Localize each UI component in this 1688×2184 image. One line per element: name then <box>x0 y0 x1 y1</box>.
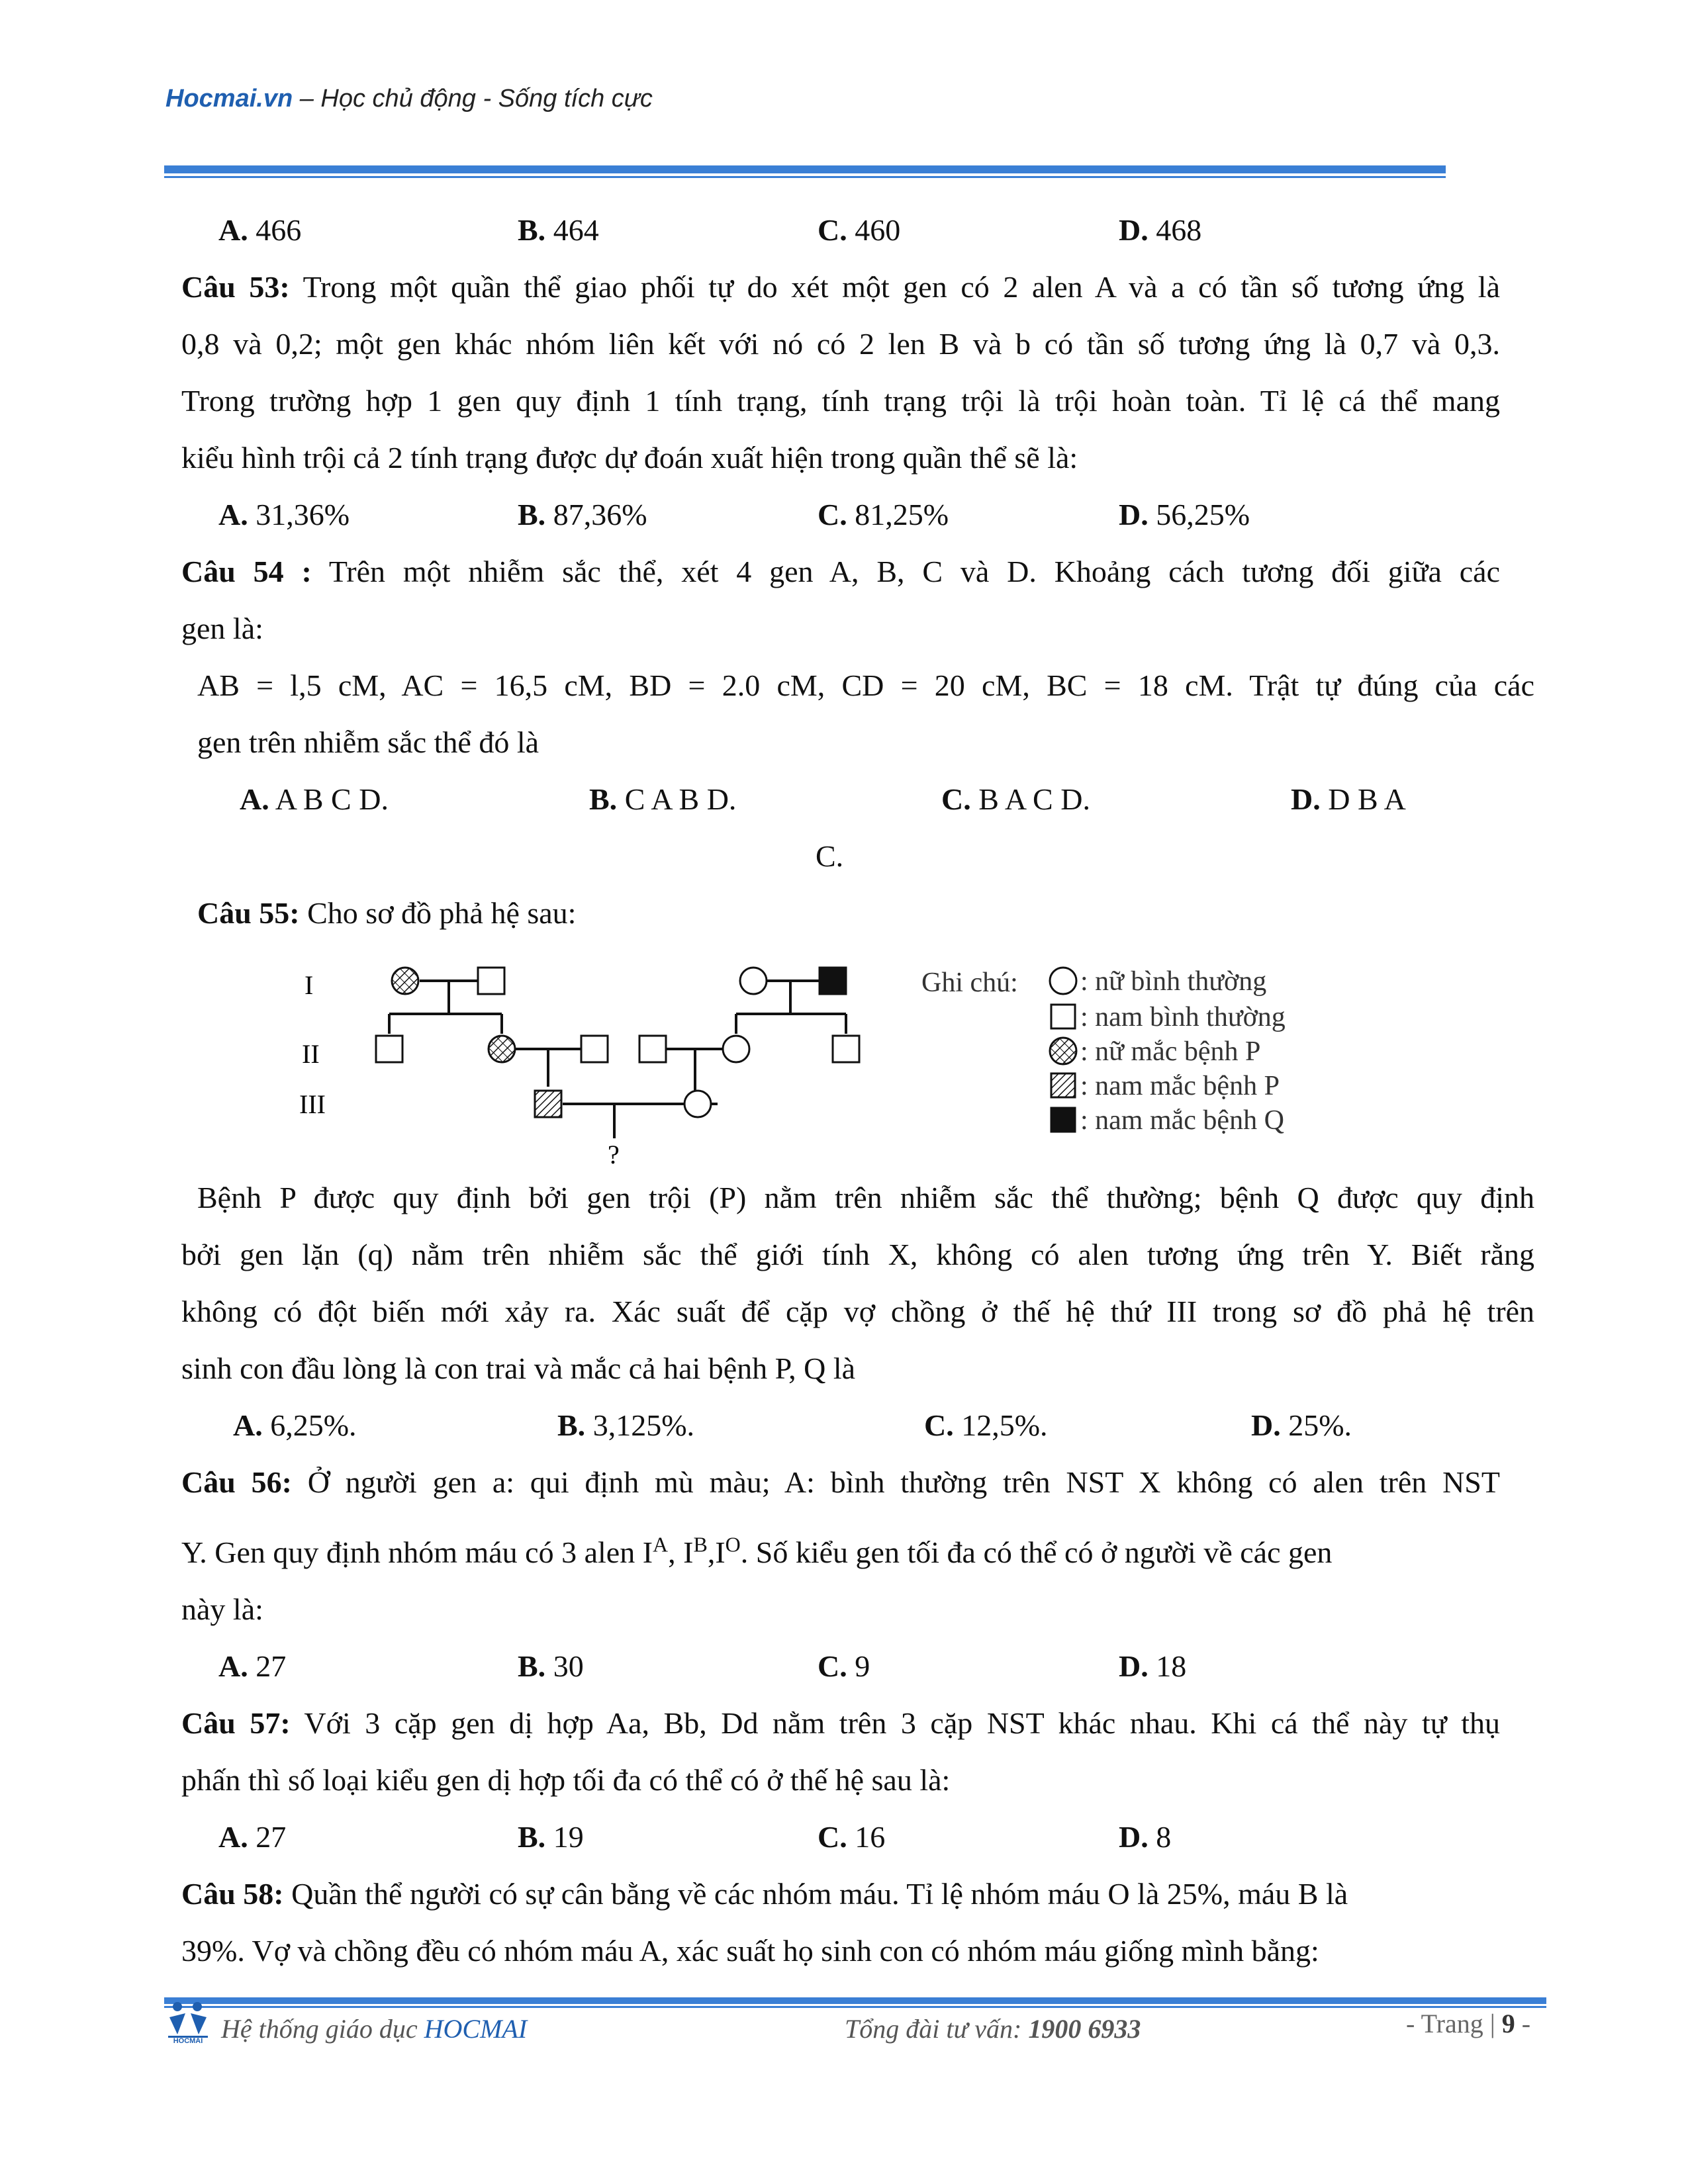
gen-label-i: I <box>305 970 314 1000</box>
q56-option-d: D. 18 <box>1119 1649 1187 1683</box>
q53-option-c: C. 81,25% <box>818 498 949 531</box>
gen-label-iii: III <box>299 1089 326 1119</box>
gen-label-ii: II <box>302 1039 320 1069</box>
header-site[interactable]: Hocmai.vn <box>165 85 293 113</box>
q57-option-c: C. 16 <box>818 1820 886 1854</box>
header-slogan: – Học chủ động - Sống tích cực <box>293 85 653 113</box>
q56-option-a: A. 27 <box>218 1649 287 1683</box>
q54-option-a: A. A B C D. <box>240 782 389 816</box>
q54-option-d: D. D B A <box>1291 782 1406 816</box>
q53-option-b: B. 87,36% <box>518 498 647 531</box>
q53-line-4: kiểu hình trội cả 2 tính trạng được dự đoán xuất hiện trong quần thể sẽ là: <box>181 441 1078 475</box>
q52-option-a: A. 466 <box>218 213 302 247</box>
q56-line-1: Câu 56: Ở người gen a: qui định mù màu; A: bình thường trên NST X không có alen trên NST <box>181 1465 1500 1499</box>
ii1-normal-male <box>376 1036 402 1062</box>
q55-option-a: A. 6,25%. <box>233 1408 357 1442</box>
i3-normal-female <box>740 968 767 994</box>
q58-line-2: 39%. Vợ và chồng đều có nhóm máu A, xác suất họ sinh con có nhóm máu giống mình bằng: <box>181 1934 1319 1968</box>
q52-option-d: D. 468 <box>1119 213 1202 247</box>
q52-option-c: C. 460 <box>818 213 901 247</box>
q54-line-1: Câu 54 : Trên một nhiễm sắc thể, xét 4 gen A, B, C và D. Khoảng cách tương đối giữa các <box>181 555 1500 588</box>
q53-line-2: 0,8 và 0,2; một gen khác nhóm liên kết với nó có 2 len B và b có tần số tương ứng là 0,7 và 0,3. <box>181 327 1500 361</box>
legend-normal-male: : nam bình thường <box>1080 1002 1286 1032</box>
footer-rule <box>164 1997 1546 2004</box>
legend-normal-female-symbol <box>1050 968 1076 994</box>
q55-intro: Câu 55: Cho sơ đồ phả hệ sau: <box>197 896 577 930</box>
hocmai-logo <box>165 1999 211 2046</box>
q55-line-1: Bệnh P được quy định bởi gen trội (P) nằm trên nhiễm sắc thể thường; bệnh Q được quy định <box>197 1181 1534 1214</box>
q56-line-3: này là: <box>181 1592 263 1626</box>
legend-affected-female-p-symbol <box>1050 1038 1076 1064</box>
q55-option-b: B. 3,125%. <box>557 1408 695 1442</box>
q55-option-c: C. 12,5%. <box>924 1408 1048 1442</box>
footer-hotline-number[interactable]: 1900 6933 <box>1028 2014 1141 2044</box>
q57-option-d: D. 8 <box>1119 1820 1172 1854</box>
q57-option-a: A. 27 <box>218 1820 287 1854</box>
i2-normal-male <box>478 968 504 994</box>
q53-option-a: A. 31,36% <box>218 498 350 531</box>
header-brand <box>165 85 653 113</box>
q55-option-d: D. 25%. <box>1251 1408 1352 1442</box>
legend-normal-female: : nữ bình thường <box>1080 966 1267 997</box>
footer-system-brand[interactable]: HOCMAI <box>424 2014 528 2044</box>
legend-affected-female-p: : nữ mắc bệnh P <box>1080 1036 1261 1067</box>
q54-option-d-wrap: C. <box>816 839 844 873</box>
q57-line-2: phấn thì số loại kiểu gen dị hợp tối đa có thể có ở thế hệ sau là: <box>181 1763 951 1797</box>
ii3-normal-male <box>581 1036 608 1062</box>
page-number: - Trang | 9 - <box>1406 2009 1531 2038</box>
legend-normal-male-symbol <box>1051 1005 1075 1028</box>
q54-line-3: AB = l,5 cM, AC = 16,5 cM, BD = 2.0 cM, CD = 20 cM, BC = 18 cM. Trật tự đúng của các <box>197 668 1534 702</box>
iii1-affected-male-p <box>535 1091 561 1117</box>
i4-affected-male-q <box>820 968 846 994</box>
i1-affected-female-p <box>392 968 418 994</box>
hocmai-logo-text: HOCMAI <box>173 2037 203 2045</box>
q54-option-b: B. C A B D. <box>589 782 737 816</box>
legend-affected-male-p-symbol <box>1051 1073 1075 1097</box>
q55-line-4: sinh con đầu lòng là con trai và mắc cả hai bệnh P, Q là <box>181 1351 856 1385</box>
q58-line-1: Câu 58: Quần thể người có sự cân bằng về các nhóm máu. Tỉ lệ nhóm máu O là 25%, máu B là <box>181 1877 1348 1911</box>
q57-line-1: Câu 57: Với 3 cặp gen dị hợp Aa, Bb, Dd nằm trên 3 cặp NST khác nhau. Khi cá thể này tự thụ <box>181 1706 1500 1740</box>
q54-line-4: gen trên nhiễm sắc thể đó là <box>197 725 539 759</box>
legend-title: Ghi chú: <box>921 968 1018 998</box>
header-rule <box>164 165 1446 173</box>
q54-option-c: C. B A C D. <box>941 782 1090 816</box>
header-rule-thin <box>164 176 1446 178</box>
offspring-question-mark: ? <box>608 1140 620 1169</box>
legend-affected-male-p: : nam mắc bệnh P <box>1080 1071 1280 1101</box>
q56-option-b: B. 30 <box>518 1649 584 1683</box>
q53-option-d: D. 56,25% <box>1119 498 1250 531</box>
q55-line-3: không có đột biến mới xảy ra. Xác suất để cặp vợ chồng ở thế hệ thứ III trong sơ đồ phả hệ trên <box>181 1295 1534 1328</box>
q56-line-2: Y. Gen quy định nhóm máu có 3 alen $I^A$, $I^B,I^O$. Số kiểu gen tối đa có thể có ở người về các gen <box>181 1532 1333 1569</box>
q54-line-2: gen là: <box>181 612 263 645</box>
q56-option-c: C. 9 <box>818 1649 870 1683</box>
q52-option-b: B. 464 <box>518 213 599 247</box>
footer-hotline: Tổng đài tư vấn: 1900 6933 <box>845 2014 1141 2044</box>
pedigree-diagram <box>278 940 1370 1185</box>
ii5-normal-female <box>723 1036 749 1062</box>
q55-line-2: bởi gen lặn (q) nằm trên nhiễm sắc thể giới tính X, không có alen tương ứng trên Y. Biết rằng <box>181 1238 1534 1271</box>
footer-rule-thin <box>164 2006 1546 2008</box>
q53-line-3: Trong trường hợp 1 gen quy định 1 tính trạng, tính trạng trội là trội hoàn toàn. Tỉ lệ cá thể mang <box>181 384 1500 418</box>
legend-affected-male-q-symbol <box>1051 1108 1075 1132</box>
iii2-normal-female <box>684 1091 711 1117</box>
q53-line-1: Câu 53: Trong một quần thể giao phối tự do xét một gen có 2 alen A và a có tần số tương ứng là <box>181 270 1501 304</box>
ii4-normal-male <box>639 1036 666 1062</box>
legend-affected-male-q: : nam mắc bệnh Q <box>1080 1105 1284 1136</box>
ii2-affected-female-p <box>489 1036 515 1062</box>
q57-option-b: B. 19 <box>518 1820 584 1854</box>
footer-system: Hệ thống giáo dục HOCMAI <box>221 2014 528 2044</box>
ii6-normal-male <box>833 1036 859 1062</box>
